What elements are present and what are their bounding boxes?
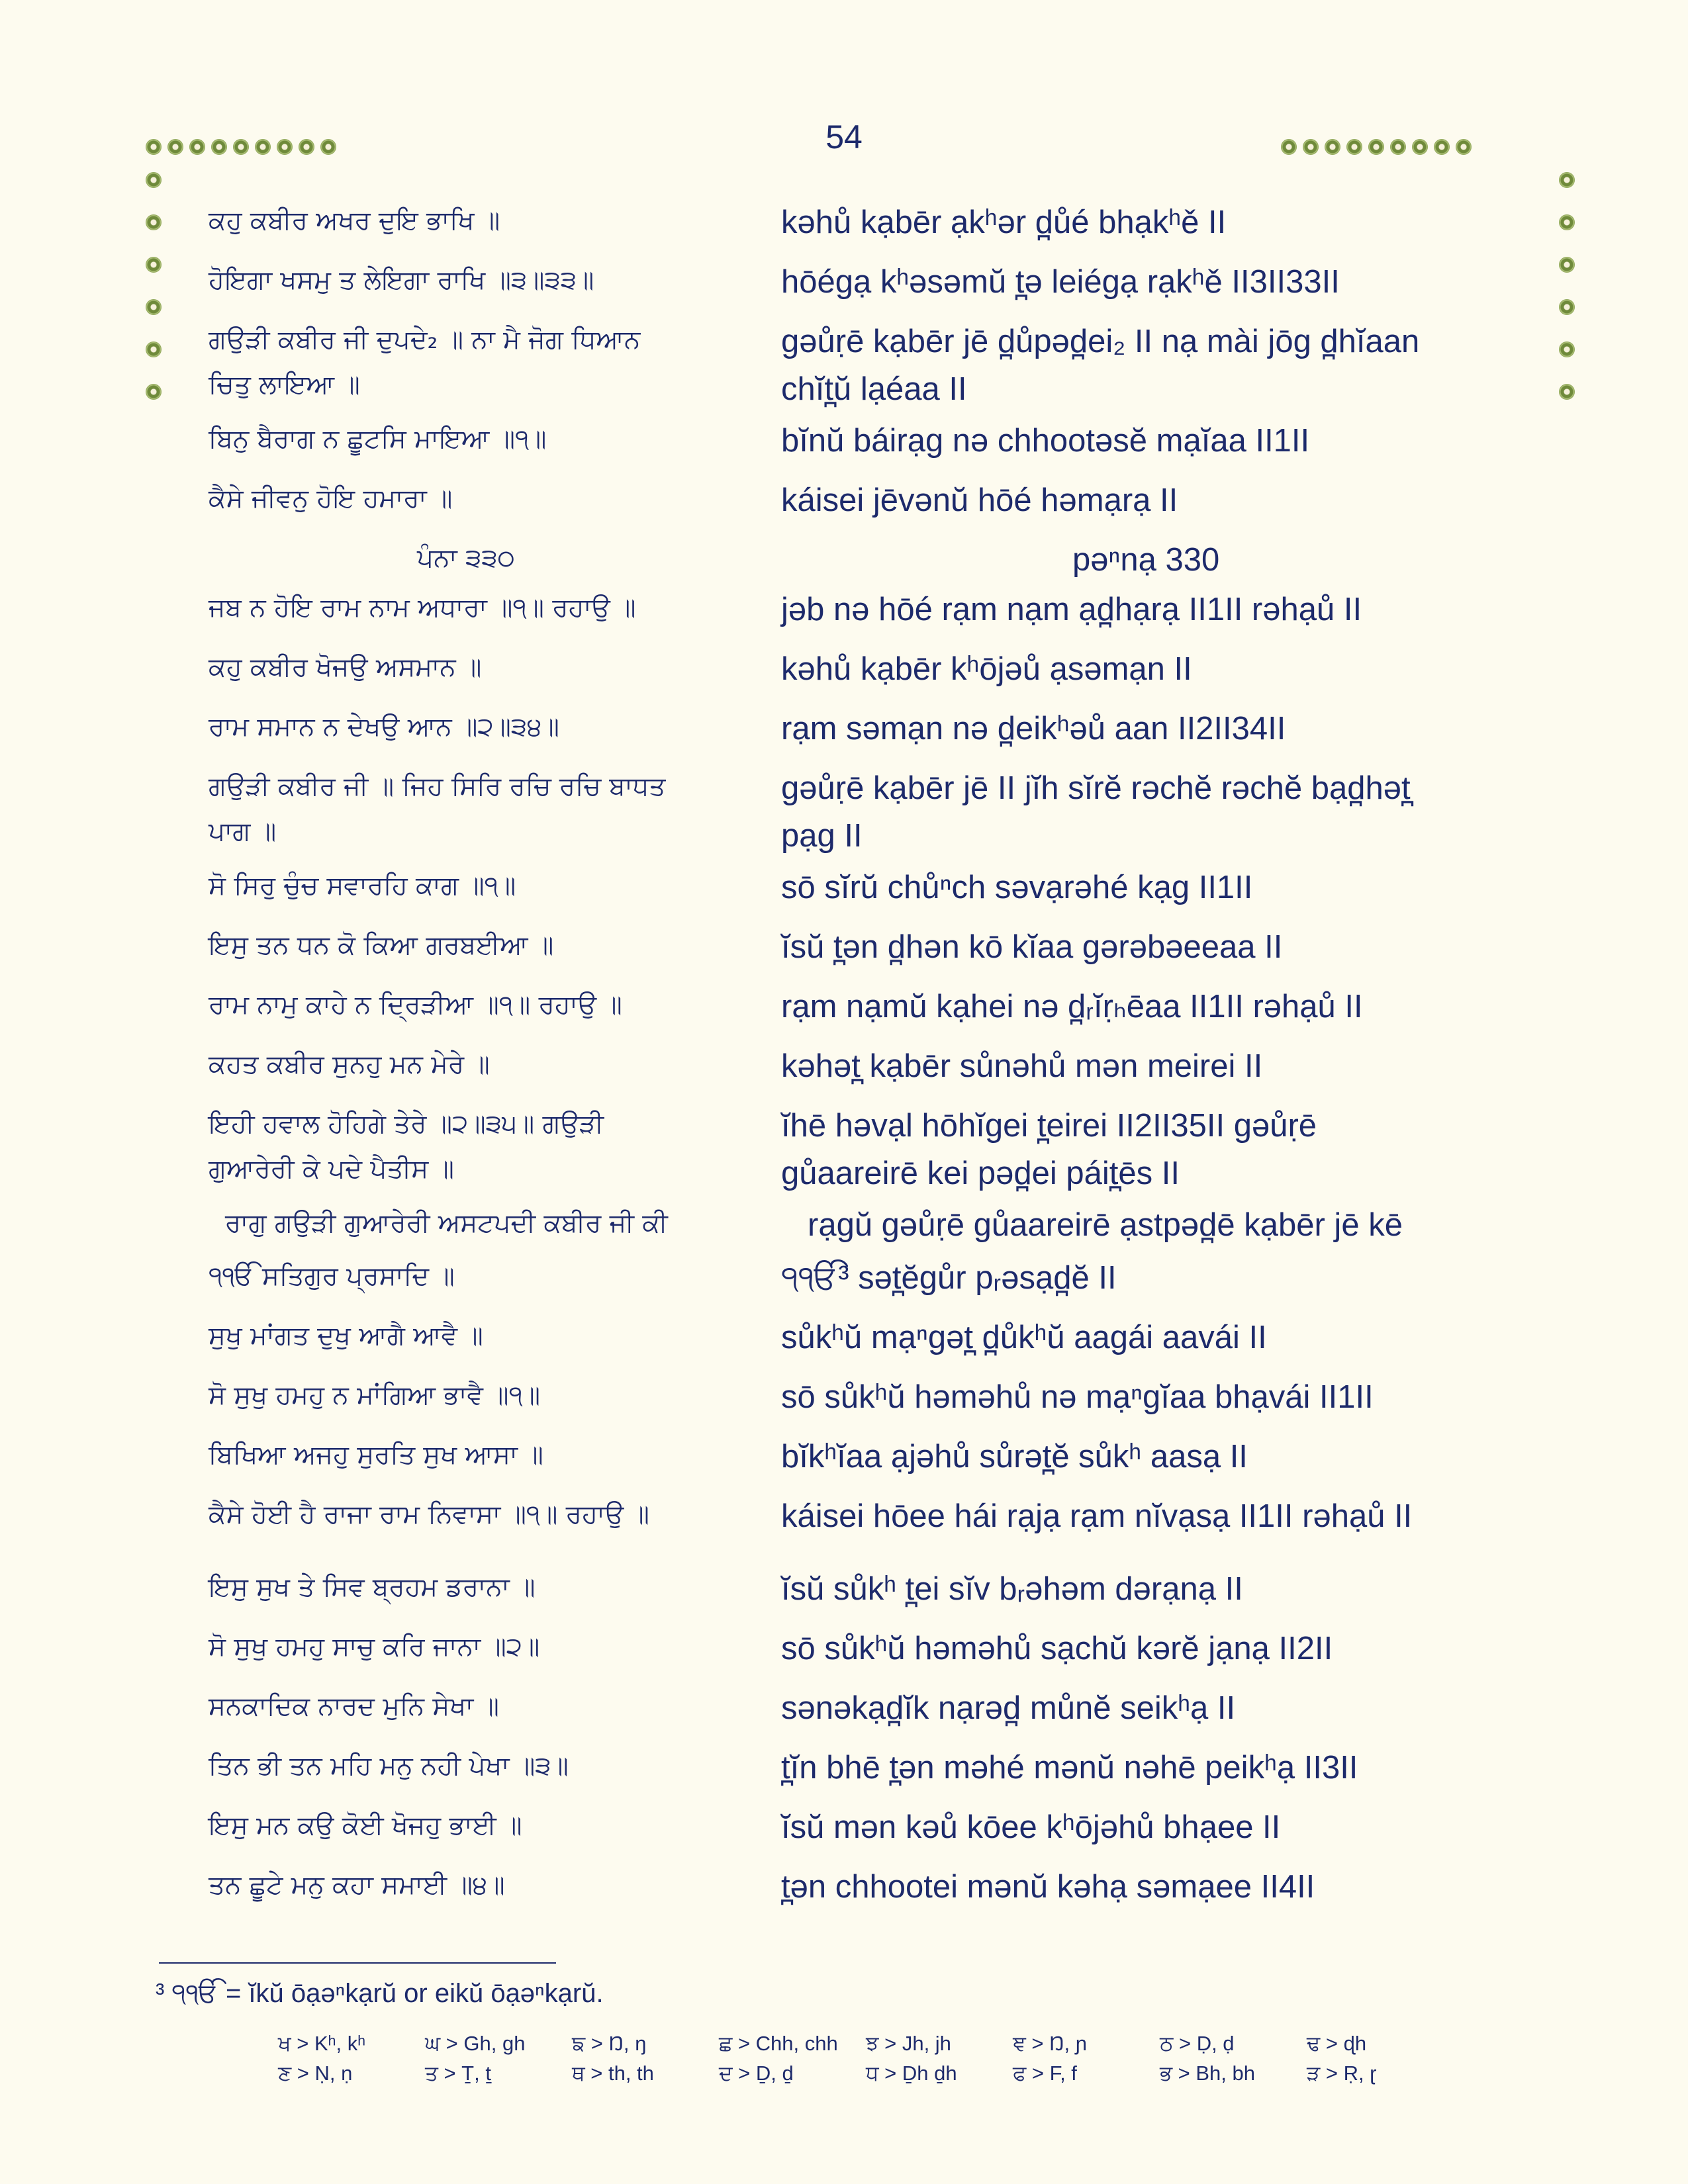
transliteration-text: káisei jēvənŭ hōé həmạrạ II bbox=[781, 482, 1178, 518]
transliteration-text: rạgŭ gəůṛē gůaareirē ạstpəd̪ē kạbēr jē kē bbox=[808, 1207, 1403, 1243]
transliteration-text-continued: gůaareirē kei pəd̪ei páit̪ēs II bbox=[781, 1156, 1180, 1191]
transliteration-legend bbox=[278, 2032, 1470, 2086]
gurmukhi-line bbox=[209, 983, 738, 1028]
gurmukhi-line bbox=[209, 417, 738, 462]
transliteration-line bbox=[1072, 536, 1688, 584]
transliteration-line bbox=[781, 645, 1562, 693]
transliteration-line bbox=[781, 1102, 1562, 1197]
flower-ornament-icon bbox=[146, 299, 162, 315]
legend-item: ਭ > Bh, bh bbox=[1160, 2062, 1255, 2085]
transliteration-text-continued: chĭt̪ŭ lạéaa II bbox=[781, 371, 967, 407]
gurmukhi-text: ਸੁਖੁ ਮਾਂਗਤ ਦੁਖੁ ਆਗੈ ਆਵੈ ॥ bbox=[209, 1321, 483, 1351]
transliteration-line bbox=[781, 1625, 1562, 1672]
flower-ornament-icon bbox=[1281, 139, 1297, 155]
legend-item: ਖ > Kʰ, kʰ bbox=[278, 2032, 366, 2055]
transliteration-text: ĭsŭ t̪ən d̪hən kō kĭaa gərəbəeeaa II bbox=[781, 929, 1283, 965]
gurmukhi-text: ਰਾਮ ਸਮਾਨ ਨ ਦੇਖਉ ਆਨ ॥੨॥੩੪॥ bbox=[209, 712, 559, 742]
legend-item: ਞ > Ŋ, ɲ bbox=[1013, 2032, 1088, 2055]
transliteration-text: bĭkʰĭaa ạjəhů sůrət̪ĕ sůkʰ aasạ II bbox=[781, 1439, 1248, 1475]
footnote-divider bbox=[159, 1962, 556, 1964]
transliteration-line bbox=[781, 1254, 1562, 1302]
transliteration-line bbox=[781, 417, 1562, 465]
transliteration-line bbox=[781, 1803, 1562, 1851]
legend-item: ੜ > Ṛ, ɽ bbox=[1307, 2062, 1377, 2085]
transliteration-text: ੧ੴ³ sət̪ĕgůr pᵣəsạd̪ĕ II bbox=[781, 1260, 1117, 1296]
flower-ornament-icon bbox=[1368, 139, 1384, 155]
gurmukhi-line bbox=[209, 1492, 738, 1537]
gurmukhi-line bbox=[209, 705, 738, 750]
gurmukhi-text: ਕਹਤ ਕਬੀਰ ਸੁਨਹੁ ਮਨ ਮੇਰੇ ॥ bbox=[209, 1050, 490, 1079]
gurmukhi-line bbox=[417, 536, 947, 581]
legend-item: ਢ > ɖh bbox=[1307, 2032, 1367, 2055]
flower-ornament-icon bbox=[1412, 139, 1428, 155]
transliteration-text: ĭsŭ sůkʰ t̪ei sĭv bᵣəhəm dərạnạ II bbox=[781, 1571, 1243, 1607]
transliteration-text: sō sůkʰŭ həməhů nə mạⁿgĭaa bhạvái II1II bbox=[781, 1379, 1374, 1415]
footnote: ³ ੧ੴ = ĭkŭ ōạəⁿkạrŭ or eikŭ ōạəⁿkạrŭ. bbox=[156, 1979, 604, 2008]
transliteration-line bbox=[781, 1373, 1562, 1421]
transliteration-text: ĭhē həvạl hōhĭgei t̪eirei II2II35II gəůṛē bbox=[781, 1108, 1317, 1144]
transliteration-line bbox=[781, 1433, 1562, 1480]
legend-item: ਙ > Ŋ, ŋ bbox=[572, 2032, 647, 2055]
legend-item: ਣ > Ṇ, ṇ bbox=[278, 2062, 353, 2085]
transliteration-text: sənəkạd̪ĭk nạrəd̪ můnĕ seikʰạ II bbox=[781, 1690, 1236, 1726]
transliteration-text: t̪ĭn bhē t̪ən məhé mənŭ nəhē peikʰạ II3II bbox=[781, 1750, 1358, 1786]
transliteration-text: sō sůkʰŭ həməhů sạchŭ kərĕ jạnạ II2II bbox=[781, 1631, 1333, 1666]
flower-ornament-icon bbox=[255, 139, 271, 155]
transliteration-text: sůkʰŭ mạⁿgət̪ d̪ůkʰŭ aagái aavái II bbox=[781, 1320, 1267, 1355]
transliteration-text: bĭnŭ báirạg nə chhootəsĕ mạĭaa II1II bbox=[781, 423, 1310, 459]
ornament-top-left bbox=[146, 139, 336, 155]
transliteration-line bbox=[781, 1042, 1562, 1090]
legend-item: ਫ > F, f bbox=[1013, 2062, 1077, 2085]
gurmukhi-text-continued: ਪਾਗ ॥ bbox=[209, 817, 277, 846]
transliteration-text: gəůṛē kạbēr jē II jĭh sĭrĕ rəchĕ rəchĕ bạd̪hət̪ bbox=[781, 770, 1411, 806]
gurmukhi-text: ਇਹੀ ਹਵਾਲ ਹੋਹਿਗੇ ਤੇਰੇ ॥੨॥੩੫॥ ਗਉੜੀ bbox=[209, 1109, 604, 1139]
transliteration-line bbox=[781, 258, 1562, 306]
transliteration-line bbox=[781, 1684, 1562, 1732]
flower-ornament-icon bbox=[146, 139, 162, 155]
flower-ornament-icon bbox=[167, 139, 183, 155]
legend-item: ਠ > Ḍ, ḍ bbox=[1160, 2032, 1235, 2055]
gurmukhi-line bbox=[209, 645, 738, 690]
transliteration-text: rạm səmạn nə d̪eikʰəů aan II2II34II bbox=[781, 711, 1286, 747]
ornament-left-column bbox=[146, 172, 162, 426]
legend-item: ਤ > Ṯ, ṯ bbox=[425, 2062, 491, 2085]
gurmukhi-line bbox=[209, 477, 738, 522]
flower-ornament-icon bbox=[233, 139, 249, 155]
transliteration-text: sō sĭrŭ chůⁿch səvạrəhé kạg II1II bbox=[781, 870, 1253, 905]
gurmukhi-text: ਕੈਸੇ ਜੀਵਨੁ ਹੋਇ ਹਮਾਰਾ ॥ bbox=[209, 484, 453, 514]
gurmukhi-text: ਸੋ ਸਿਰੁ ਚੁੰਚ ਸਵਾਰਹਿ ਕਾਗ ॥੧॥ bbox=[209, 871, 516, 901]
transliteration-text: hōégạ kʰəsəmŭ t̪ə leiégạ rạkʰě II3II33II bbox=[781, 264, 1340, 300]
gurmukhi-text: ਤਨ ਛੂਟੇ ਮਨੁ ਕਹਾ ਸਮਾਈ ॥੪॥ bbox=[209, 1870, 505, 1900]
gurmukhi-line bbox=[209, 318, 738, 408]
transliteration-line bbox=[781, 983, 1562, 1030]
gurmukhi-line bbox=[209, 199, 738, 244]
gurmukhi-text: ਇਸੁ ਮਨ ਕਉ ਕੋਈ ਖੋਜਹੁ ਭਾਈ ॥ bbox=[209, 1811, 522, 1841]
transliteration-text: ĭsŭ mən kəů kōee kʰōjəhů bhạee II bbox=[781, 1809, 1281, 1845]
gurmukhi-text: ਸੋ ਸੁਖੁ ਹਮਹੁ ਨ ਮਾਂਗਿਆ ਭਾਵੈ ॥੧॥ bbox=[209, 1381, 541, 1410]
gurmukhi-text: ਇਸੁ ਤਨ ਧਨ ਕੋ ਕਿਆ ਗਰਬਈਆ ॥ bbox=[209, 931, 554, 960]
legend-item: ਧ > Ḏh ḏh bbox=[866, 2062, 957, 2085]
gurmukhi-line bbox=[209, 1684, 738, 1729]
gurmukhi-line bbox=[209, 923, 738, 968]
flower-ornament-icon bbox=[1346, 139, 1362, 155]
gurmukhi-text: ਪੰਨਾ ੩੩੦ bbox=[417, 543, 515, 573]
legend-item: ਦ > Ḏ, ḏ bbox=[719, 2062, 794, 2085]
flower-ornament-icon bbox=[189, 139, 205, 155]
gurmukhi-text: ਗਉੜੀ ਕਬੀਰ ਜੀ ॥ ਜਿਹ ਸਿਰਿ ਰਚਿ ਰਚਿ ਬਾਧਤ bbox=[209, 772, 666, 801]
transliteration-line bbox=[781, 1744, 1562, 1792]
gurmukhi-line bbox=[209, 864, 738, 909]
ornament-top-right bbox=[1281, 139, 1472, 155]
gurmukhi-text: ਗਉੜੀ ਕਬੀਰ ਜੀ ਦੁਪਦੇ₂ ॥ ਨਾ ਮੈ ਜੋਗ ਧਿਆਨ bbox=[209, 325, 641, 355]
flower-ornament-icon bbox=[320, 139, 336, 155]
gurmukhi-text: ਬਿਖਿਆ ਅਜਹੁ ਸੁਰਤਿ ਸੁਖ ਆਸਾ ॥ bbox=[209, 1440, 543, 1470]
flower-ornament-icon bbox=[146, 341, 162, 357]
legend-item: ਘ > Gh, gh bbox=[425, 2032, 526, 2055]
flower-ornament-icon bbox=[146, 214, 162, 230]
transliteration-line bbox=[781, 923, 1562, 971]
gurmukhi-text: ਬਿਨੁ ਬੈਰਾਗ ਨ ਛੂਟਸਿ ਮਾਇਆ ॥੧॥ bbox=[209, 424, 547, 454]
transliteration-text: gəůṛē kạbēr jē d̪ůpəd̪ei₂ II nạ mài jōg d̪hĭaan bbox=[781, 324, 1420, 359]
flower-ornament-icon bbox=[1434, 139, 1450, 155]
gurmukhi-line bbox=[209, 586, 738, 631]
transliteration-line bbox=[781, 1314, 1562, 1361]
gurmukhi-line bbox=[209, 1042, 738, 1087]
flower-ornament-icon bbox=[1303, 139, 1319, 155]
flower-ornament-icon bbox=[1456, 139, 1472, 155]
transliteration-text: káisei hōee hái rạjạ rạm nĭvạsạ II1II rəhạů II bbox=[781, 1498, 1413, 1534]
gurmukhi-text: ਕੈਸੇ ਹੋਈ ਹੈ ਰਾਜਾ ਰਾਮ ਨਿਵਾਸਾ ॥੧॥ ਰਹਾਉ ॥ bbox=[209, 1500, 649, 1529]
gurmukhi-line bbox=[225, 1201, 755, 1246]
gurmukhi-text: ੧ੴ ਸਤਿਗੁਰ ਪ੍ਰਸਾਦਿ ॥ bbox=[209, 1261, 455, 1291]
transliteration-line bbox=[781, 586, 1562, 633]
gurmukhi-line bbox=[209, 1565, 738, 1610]
flower-ornament-icon bbox=[211, 139, 227, 155]
gurmukhi-text: ਕਹੁ ਕਬੀਰ ਖੋਜਉ ਅਸਮਾਨ ॥ bbox=[209, 653, 482, 682]
legend-item: ਥ > th, th bbox=[572, 2062, 654, 2085]
transliteration-line bbox=[781, 318, 1562, 413]
gurmukhi-text: ਇਸੁ ਸੁਖ ਤੇ ਸਿਵ ਬ੍ਰਹਮ ਡਰਾਨਾ ॥ bbox=[209, 1572, 536, 1602]
flower-ornament-icon bbox=[277, 139, 293, 155]
legend-item: ਛ > Chh, chh bbox=[719, 2032, 838, 2055]
transliteration-text: pəⁿnạ 330 bbox=[1072, 542, 1220, 578]
flower-ornament-icon bbox=[146, 257, 162, 273]
gurmukhi-line bbox=[209, 1102, 738, 1192]
transliteration-text: t̪ən chhootei mənŭ kəhạ səmạee II4II bbox=[781, 1869, 1315, 1905]
gurmukhi-text: ਰਾਮ ਨਾਮੁ ਕਾਹੇ ਨ ਦ੍ਰਿੜੀਆ ॥੧॥ ਰਹਾਉ ॥ bbox=[209, 990, 622, 1020]
gurmukhi-line bbox=[209, 1433, 738, 1478]
legend-item: ਝ > Jh, jh bbox=[866, 2032, 951, 2055]
gurmukhi-line bbox=[209, 1373, 738, 1418]
gurmukhi-line bbox=[209, 258, 738, 303]
transliteration-text: kəhů kạbēr kʰōjəů ạsəmạn II bbox=[781, 651, 1192, 687]
flower-ornament-icon bbox=[146, 384, 162, 400]
gurmukhi-line bbox=[209, 1863, 738, 1908]
gurmukhi-line bbox=[209, 1625, 738, 1670]
transliteration-text: jəb nə hōé rạm nạm ạd̪hạrạ II1II rəhạů II bbox=[781, 592, 1362, 627]
gurmukhi-line bbox=[209, 1744, 738, 1789]
gurmukhi-text: ਕਹੁ ਕਬੀਰ ਅਖਰ ਦੁਇ ਭਾਖਿ ॥ bbox=[209, 206, 500, 236]
transliteration-line bbox=[781, 477, 1562, 524]
gurmukhi-line bbox=[209, 1314, 738, 1359]
gurmukhi-text: ਜਬ ਨ ਹੋਇ ਰਾਮ ਨਾਮ ਅਧਾਰਾ ॥੧॥ ਰਹਾਉ ॥ bbox=[209, 593, 636, 623]
transliteration-line bbox=[781, 864, 1562, 911]
flower-ornament-icon bbox=[1325, 139, 1340, 155]
transliteration-line bbox=[781, 1863, 1562, 1911]
transliteration-line bbox=[781, 1565, 1562, 1613]
gurmukhi-text-continued: ਗੁਆਰੇਰੀ ਕੇ ਪਦੇ ਪੈਤੀਸ ॥ bbox=[209, 1154, 454, 1184]
transliteration-line bbox=[781, 199, 1562, 246]
gurmukhi-text: ਸੋ ਸੁਖੁ ਹਮਹੁ ਸਾਚੁ ਕਰਿ ਜਾਨਾ ॥੨॥ bbox=[209, 1632, 540, 1662]
gurmukhi-line bbox=[209, 1254, 738, 1299]
gurmukhi-text: ਰਾਗੁ ਗਉੜੀ ਗੁਆਰੇਰੀ ਅਸਟਪਦੀ ਕਬੀਰ ਜੀ ਕੀ bbox=[225, 1208, 668, 1238]
transliteration-line bbox=[808, 1201, 1589, 1249]
gurmukhi-text-continued: ਚਿਤੁ ਲਾਇਆ ॥ bbox=[209, 370, 360, 400]
transliteration-text: kəhů kạbēr ạkʰər d̪ůé bhạkʰě II bbox=[781, 205, 1227, 240]
transliteration-text-continued: pạg II bbox=[781, 818, 863, 854]
transliteration-text: rạm nạmŭ kạhei nə d̪ᵣĭṛₕēaa II1II rəhạů II bbox=[781, 989, 1363, 1024]
gurmukhi-line bbox=[209, 1803, 738, 1848]
gurmukhi-text: ਤਿਨ ਭੀ ਤਨ ਮਹਿ ਮਨੁ ਨਹੀ ਪੇਖਾ ॥੩॥ bbox=[209, 1751, 569, 1781]
flower-ornament-icon bbox=[1559, 172, 1575, 188]
flower-ornament-icon bbox=[299, 139, 314, 155]
gurmukhi-line bbox=[209, 764, 738, 854]
gurmukhi-text: ਹੋਇਗਾ ਖਸਮੁ ਤ ਲੇਇਗਾ ਰਾਖਿ ॥੩॥੩੩॥ bbox=[209, 265, 594, 295]
page-number: 54 bbox=[825, 118, 863, 156]
transliteration-line bbox=[781, 1492, 1562, 1540]
transliteration-line bbox=[781, 764, 1562, 860]
flower-ornament-icon bbox=[1390, 139, 1406, 155]
gurmukhi-text: ਸਨਕਾਦਿਕ ਨਾਰਦ ਮੁਨਿ ਸੇਖਾ ॥ bbox=[209, 1692, 499, 1721]
transliteration-text: kəhət̪ kạbēr sůnəhů mən meirei II bbox=[781, 1048, 1263, 1084]
transliteration-line bbox=[781, 705, 1562, 752]
flower-ornament-icon bbox=[146, 172, 162, 188]
